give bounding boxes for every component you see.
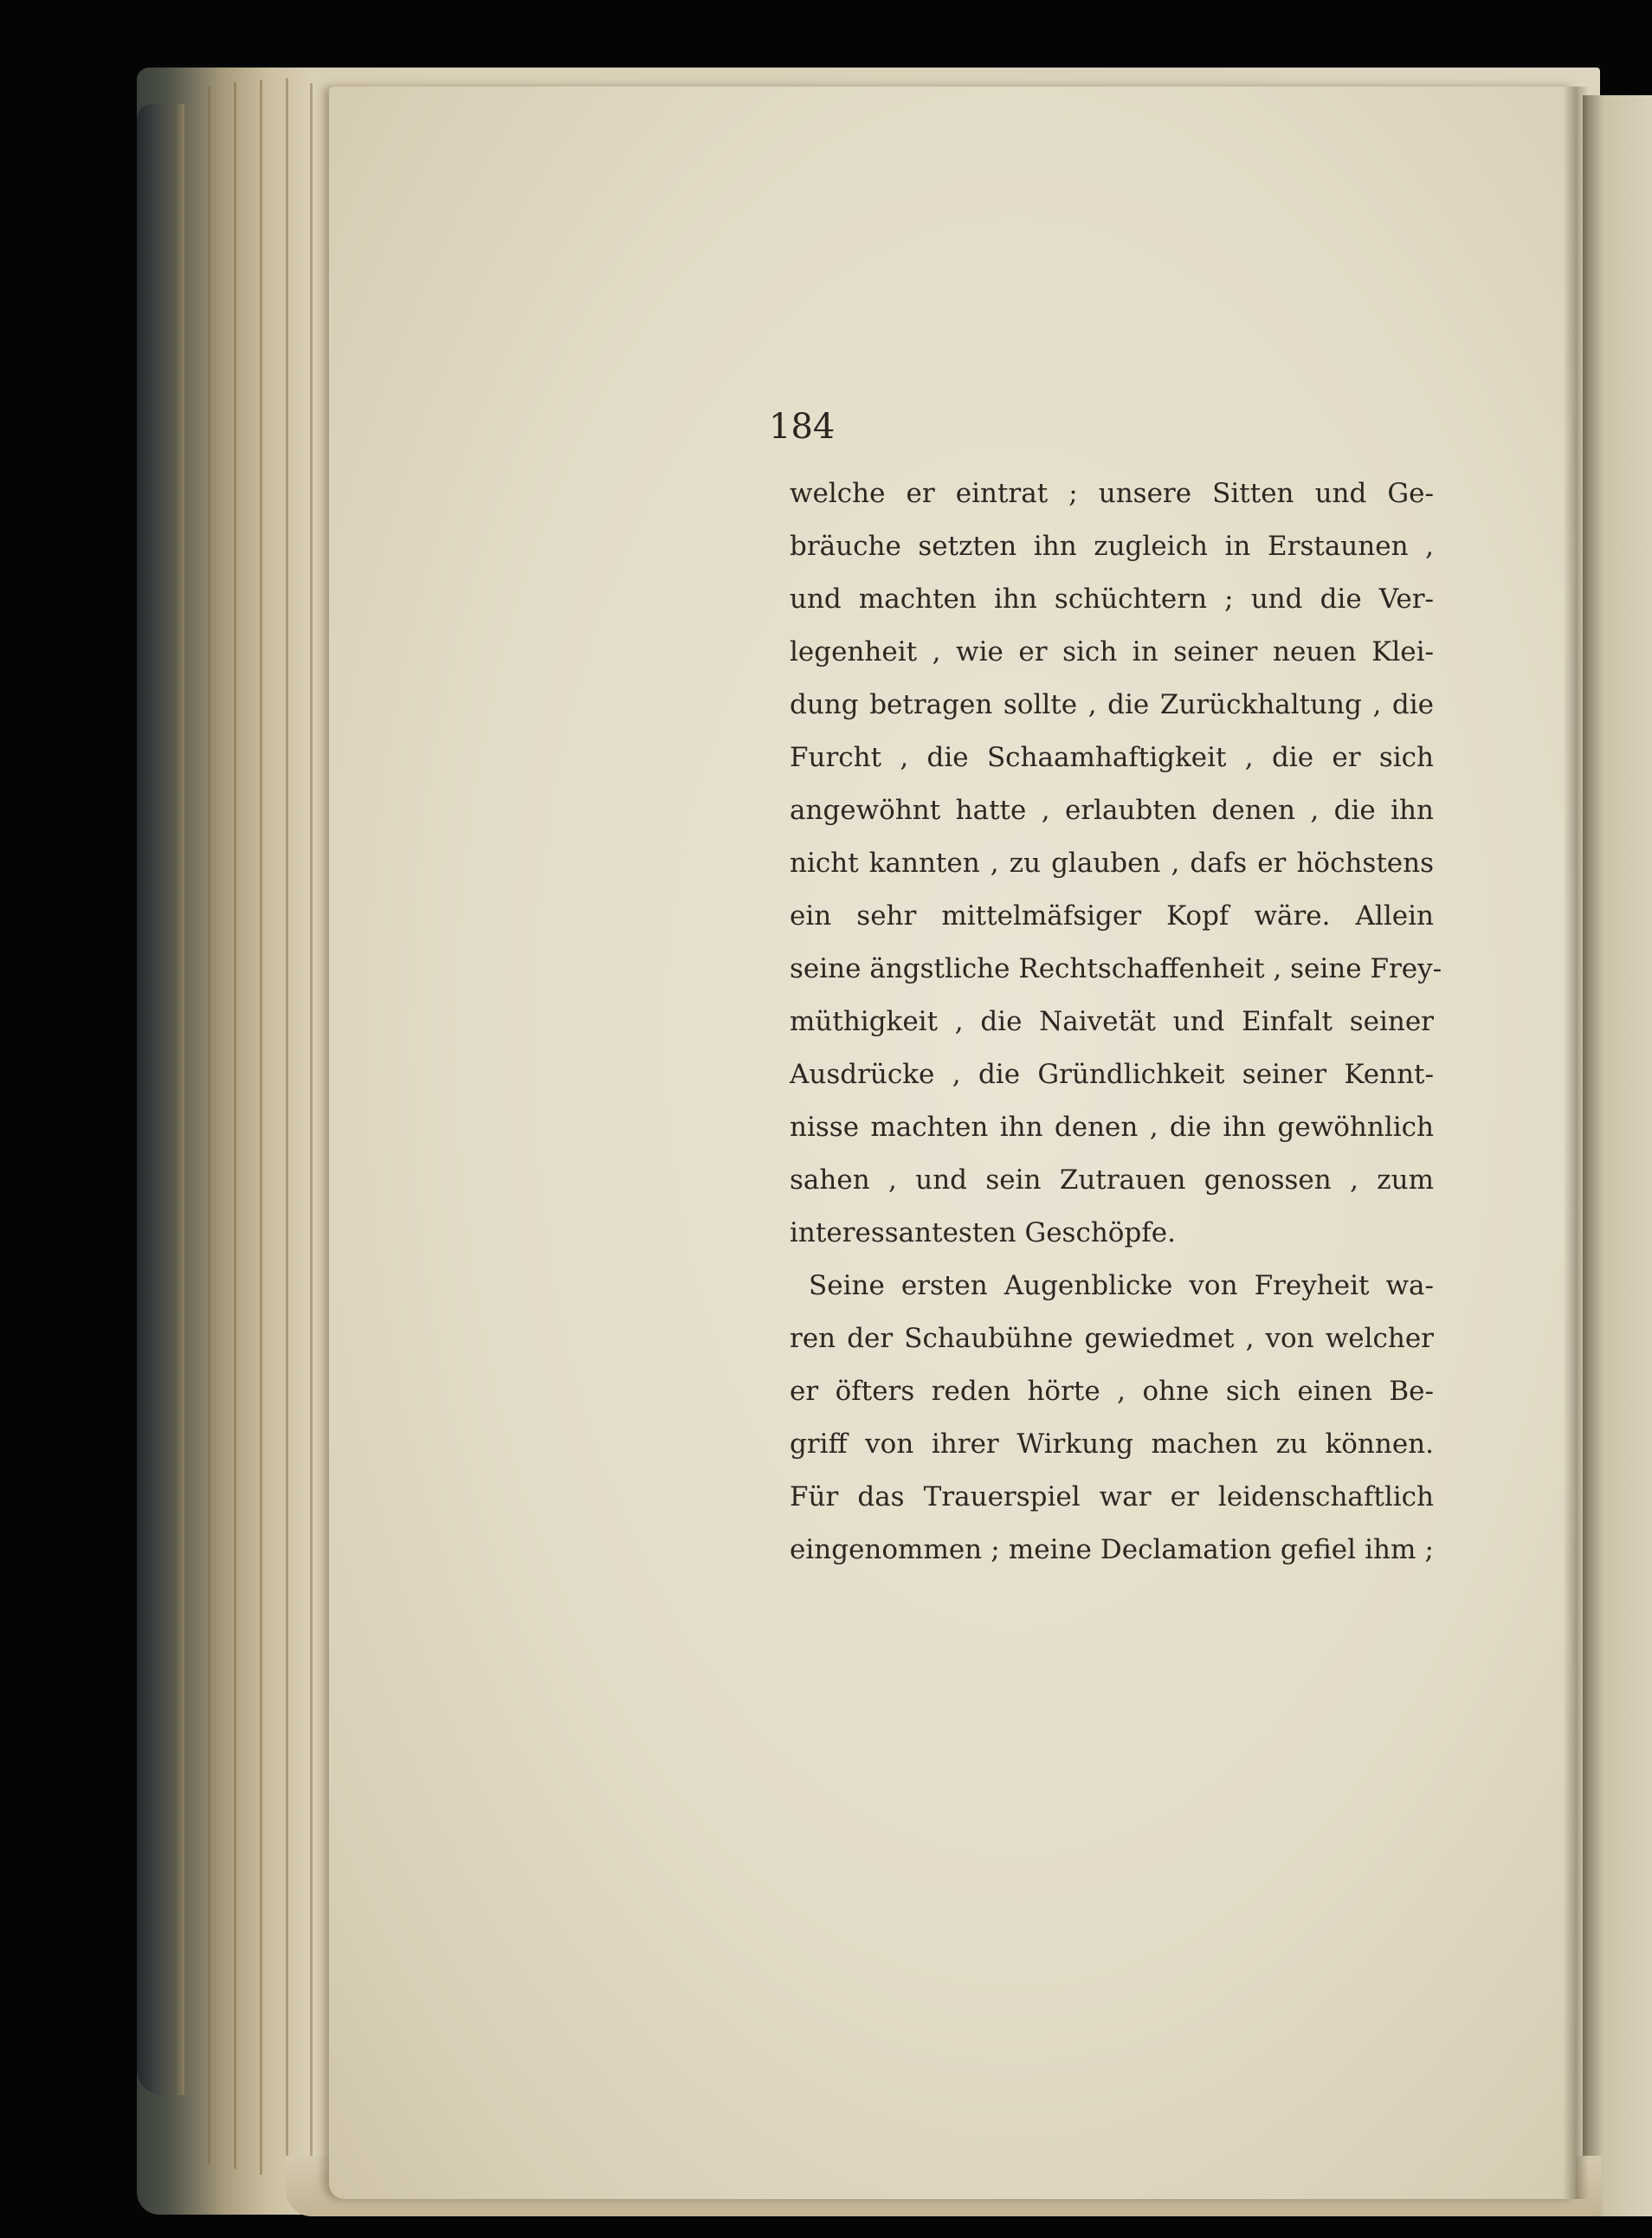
text-line: Furcht , die Schaamhaftigkeit , die er sich (790, 742, 1434, 773)
text-line: ren der Schaubühne gewiedmet , von welcher (790, 1323, 1434, 1354)
text-line: griff von ihrer Wirkung machen zu können. (790, 1429, 1434, 1460)
leaf-edge (208, 87, 210, 2164)
text-line: legenheit , wie er sich in seiner neuen Klei- (790, 636, 1434, 668)
leaf-edge (310, 83, 313, 2178)
text-line: Für das Trauerspiel war er leidenschaftlich (790, 1481, 1434, 1512)
text-line: Seine ersten Augenblicke von Freyheit wa- (809, 1270, 1434, 1301)
text-line: bräuche setzten ihn zugleich in Erstaunen , (790, 531, 1434, 562)
paragraph-1 (790, 468, 1442, 1577)
text-line: nicht kannten , zu glauben , dafs er höchstens (790, 848, 1434, 879)
text-line: seine ängstliche Rechtschaffenheit , seine Frey- (790, 953, 1442, 984)
text-line: nisse machten ihn denen , die ihn gewöhnlich (790, 1112, 1434, 1143)
leaf-edge (260, 80, 262, 2175)
text-line: dung betragen sollte , die Zurückhaltung , die (790, 689, 1434, 720)
text-line: ein sehr mittelmäfsiger Kopf wäre. Allein (790, 900, 1434, 932)
text-line: interessantesten Geschöpfe. (790, 1217, 1176, 1248)
text-line: Ausdrücke , die Gründlichkeit seiner Kennt- (790, 1059, 1434, 1090)
leaf-edge (234, 82, 236, 2169)
text-line: und machten ihn schüchtern ; und die Ver- (790, 584, 1434, 615)
page-number: 184 (769, 407, 836, 447)
text-line: eingenommen ; meine Declamation gefiel ihm ; (790, 1534, 1434, 1565)
text-line: er öfters reden hörte , ohne sich einen Be- (790, 1376, 1434, 1407)
text-line: müthigkeit , die Naivetät und Einfalt seiner (790, 1006, 1434, 1037)
text-line: sahen , und sein Zutrauen genossen , zum (790, 1164, 1434, 1196)
text-line: welche er eintrat ; unsere Sitten und Ge- (790, 478, 1434, 509)
text-line: angewöhnt hatte , erlaubten denen , die ihn (790, 795, 1434, 826)
page-gutter (1563, 87, 1589, 2199)
leaf-edge (286, 78, 288, 2182)
facing-page-edge (1583, 95, 1652, 2216)
book-spine (137, 104, 184, 2095)
